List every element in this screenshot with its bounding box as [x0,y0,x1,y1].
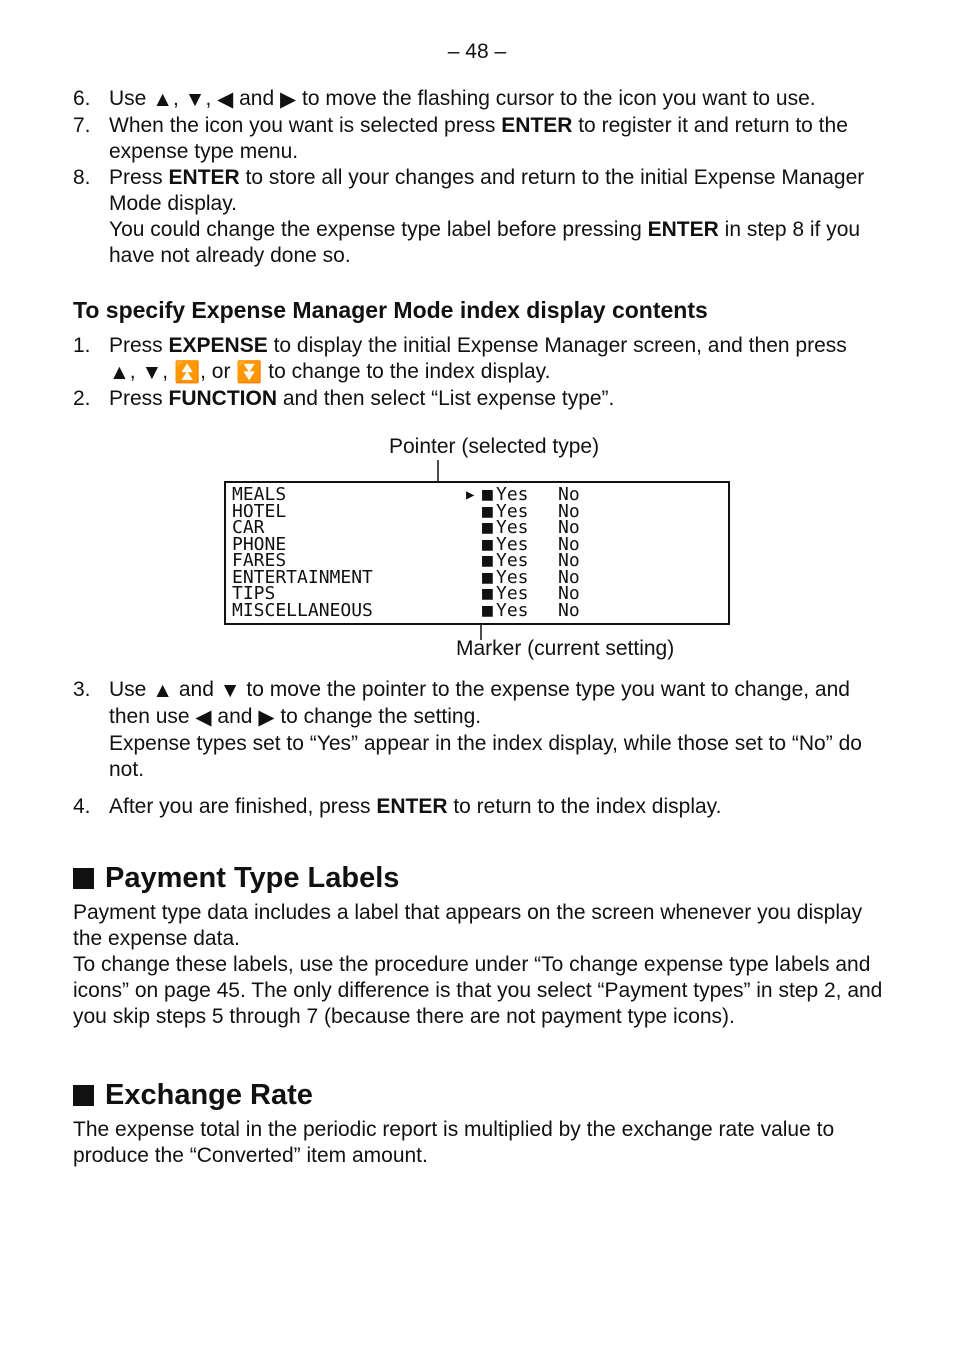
exchange-section [73,1078,885,1169]
marker-icon: ■ [482,599,493,621]
marker-icon: ■ [482,533,493,555]
marker-icon: ■ [482,500,493,522]
payment-paragraph-1: Payment type data includes a label that appears on the screen whenever you display the expense data. [73,901,863,950]
down-arrow-icon: ▼ [184,88,206,111]
marker-label: Marker (current setting) [456,637,675,660]
steps-block-a [73,86,885,269]
steps-block-c [73,677,885,820]
marker-icon: ■ [482,484,493,505]
lcd-row[interactable]: MEALS ▶ ■ Yes No [232,484,580,505]
pointer-icon: ▶ [466,487,475,503]
square-bullet-icon [73,1085,94,1106]
left-arrow-icon: ◀ [195,706,212,729]
marker-icon: ■ [482,550,493,571]
steps-block-b [73,333,885,412]
lcd-row[interactable]: HOTEL ■ Yes No [232,500,580,522]
pointer-label: Pointer (selected type) [389,435,600,458]
step-4: 4. After you are finished, press ENTER to return to the index display. [73,795,722,818]
exchange-paragraph: The expense total in the periodic report is multiplied by the exchange rate value to produce the “Converted” item amount. [73,1118,835,1167]
index-display-subheading: To specify Expense Manager Mode index display contents [73,297,708,323]
down-arrow-icon: ▼ [219,679,241,702]
up-arrow-icon: ▲ [152,679,173,702]
page-number: – 48 – [447,40,507,63]
lcd-row[interactable]: TIPS ■ Yes No [232,583,580,604]
marker-icon: ■ [482,517,493,538]
lcd-row[interactable]: ENTERTAINMENT ■ Yes No [232,566,580,588]
marker-icon: ■ [482,566,493,588]
step-8: 8. Press ENTER to store all your changes and return to the initial Expense Manager Mode display. You could change the expense type label before pressing ENTER in step 8 if you have not already done so. [73,166,865,267]
step-3: 3. Use ▲ and ▼ to move the pointer to the expense type you want to change, and then use ◀ and ▶ to change the setting. Expense types set to “Yes” appear in the index display, while those set to “No” do not. [73,678,862,781]
lcd-row[interactable]: CAR ■ Yes No [232,517,580,538]
up-arrow-icon: ▲ [109,361,130,384]
right-arrow-icon: ▶ [258,706,275,729]
lcd-row[interactable]: FARES ■ Yes No [232,550,580,571]
lcd-row[interactable]: MISCELLANEOUS ■ Yes No [232,599,580,621]
lcd-row[interactable]: PHONE ■ Yes No [232,533,580,555]
step-2: 2. Press FUNCTION and then select “List expense type”. [73,387,615,410]
right-arrow-icon: ▶ [280,88,297,111]
payment-paragraph-2: To change these labels, use the procedure under “To change expense type labels and icons” on page 45. The only difference is that you select “Payment types” in step 2, and you skip steps 5 through 7 (because there are not payment type icons). [73,953,883,1028]
square-bullet-icon [73,868,94,889]
step-7: 7. When the icon you want is selected press ENTER to register it and return to the expense type menu. [73,114,848,163]
exchange-heading: Exchange Rate [73,1078,885,1112]
lcd-display [224,481,730,625]
marker-icon: ■ [482,583,493,604]
page-down-icon: ⏬ [236,361,263,384]
step-6: 6. Use ▲, ▼, ◀ and ▶ to move the flashing cursor to the icon you want to use. [73,87,816,111]
page-up-icon: ⏫ [173,361,201,384]
up-arrow-icon: ▲ [152,88,173,111]
step-1: 1. Press EXPENSE to display the initial Expense Manager screen, and then press ▲, ▼, ⏫, or ⏬ to change to the index display. [73,334,847,384]
down-arrow-icon: ▼ [141,361,163,384]
payment-heading: Payment Type Labels [73,861,885,895]
left-arrow-icon: ◀ [217,88,234,111]
payment-section [73,861,885,1030]
